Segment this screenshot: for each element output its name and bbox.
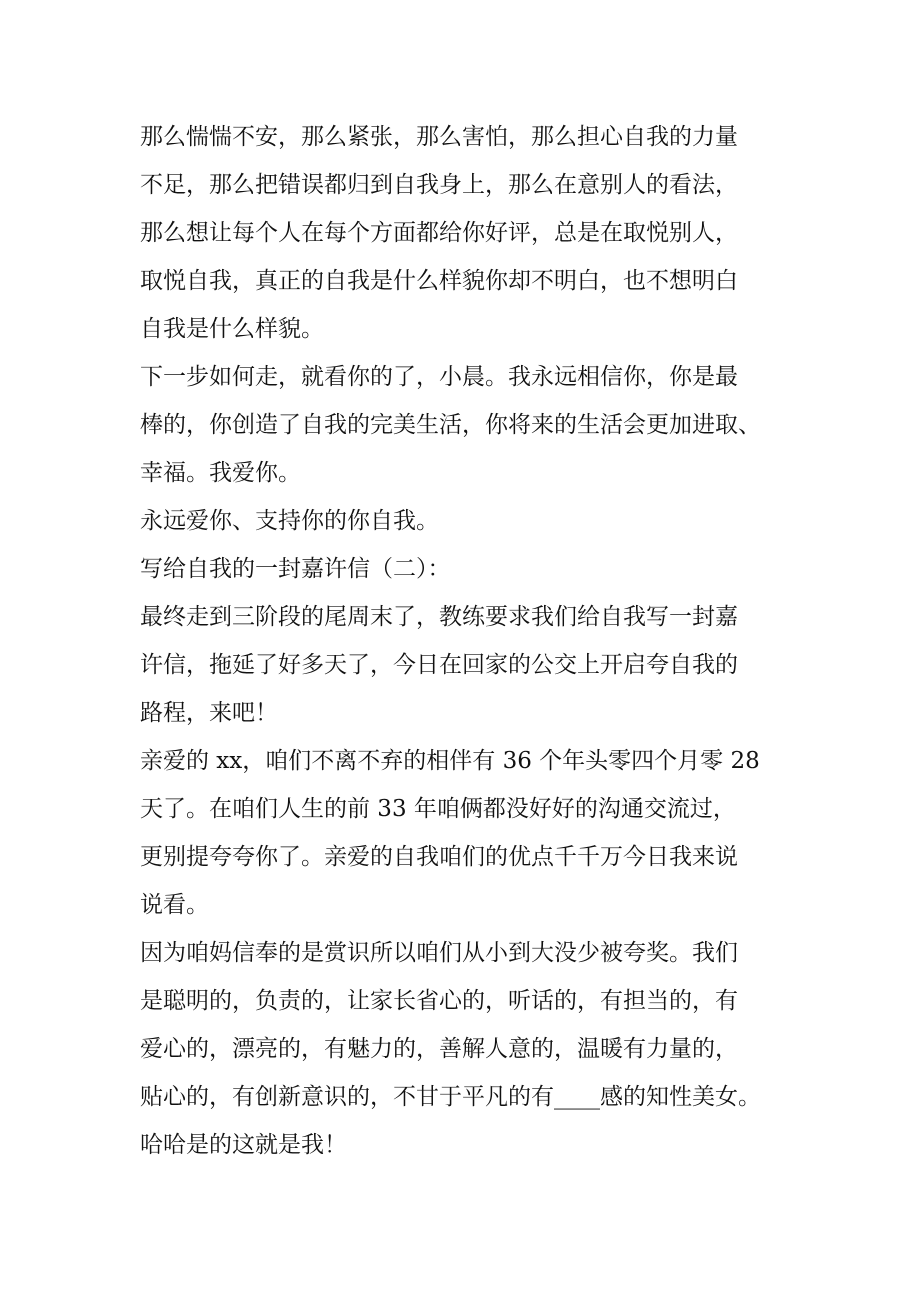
text-line: 更别提夸夸你了。亲爱的自我咱们的优点千千万今日我来说 xyxy=(140,844,738,870)
paragraph-2 xyxy=(140,353,800,497)
text-line: 不足，那么把错误都归到自我身上，那么在意别人的看法， xyxy=(140,172,738,198)
text-line: 棒的，你创造了自我的完美生活，你将来的生活会更加进取、 xyxy=(140,412,761,438)
paragraph-7 xyxy=(140,929,800,1169)
text-line: 哈哈是的这就是我！ xyxy=(140,1132,347,1158)
text-line: 许信，拖延了好多天了，今日在回家的公交上开启夸自我的 xyxy=(140,652,738,678)
document-body xyxy=(140,113,800,1169)
text-line: 那么想让每个人在每个方面都给你好评，总是在取悦别人， xyxy=(140,220,738,246)
text-line: 那么惴惴不安，那么紧张，那么害怕，那么担心自我的力量 xyxy=(140,124,738,150)
text-line: 最终走到三阶段的尾周末了，教练要求我们给自我写一封嘉 xyxy=(140,604,738,630)
text-line: 幸福。我爱你。 xyxy=(140,460,301,486)
text-line: 自我是什么样貌。 xyxy=(140,316,324,342)
text-line: 贴心的，有创新意识的，不甘于平凡的有____感的知性美女。 xyxy=(140,1084,761,1110)
text-line: 下一步如何走，就看你的了，小晨。我永远相信你，你是最 xyxy=(140,364,738,390)
text-line: 路程，来吧！ xyxy=(140,700,278,726)
text-line: 写给自我的一封嘉许信（二）： xyxy=(140,556,451,582)
paragraph-1 xyxy=(140,113,800,353)
paragraph-6 xyxy=(140,737,800,929)
text-line: 因为咱妈信奉的是赏识所以咱们从小到大没少被夸奖。我们 xyxy=(140,940,738,966)
text-line: 永远爱你、支持你的你自我。 xyxy=(140,508,439,534)
paragraph-5 xyxy=(140,593,800,737)
text-line: 是聪明的，负责的，让家长省心的，听话的，有担当的，有 xyxy=(140,988,738,1014)
text-line: 取悦自我，真正的自我是什么样貌你却不明白，也不想明白 xyxy=(140,268,738,294)
text-line: 爱心的，漂亮的，有魅力的，善解人意的，温暖有力量的， xyxy=(140,1036,738,1062)
section-heading xyxy=(140,545,800,593)
text-line: 说看。 xyxy=(140,892,209,918)
paragraph-3 xyxy=(140,497,800,545)
text-line: 天了。在咱们人生的前 33 年咱俩都没好好的沟通交流过， xyxy=(140,796,736,822)
text-line: 亲爱的 xx，咱们不离不弃的相伴有 36 个年头零四个月零 28 xyxy=(140,748,760,774)
